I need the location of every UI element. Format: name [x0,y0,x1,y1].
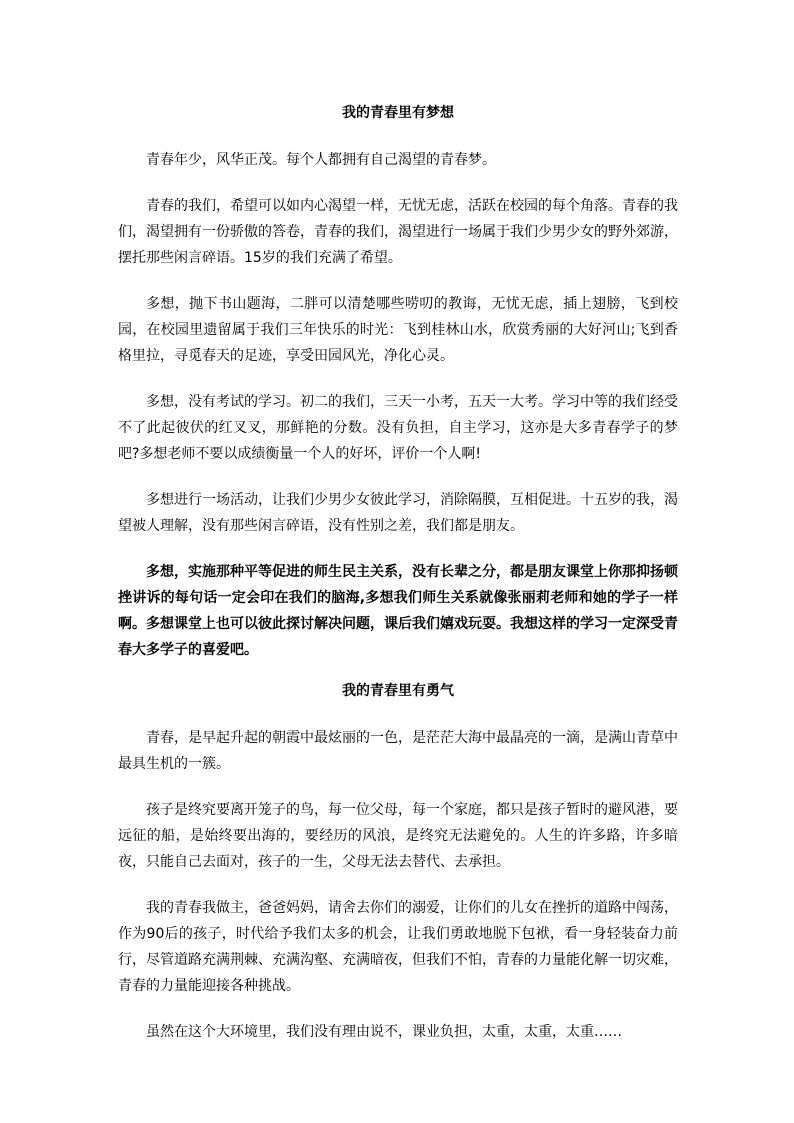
paragraph: 我的青春我做主，爸爸妈妈，请舍去你们的溺爱，让你们的儿女在挫折的道路中闯荡，作为90后的孩子，时代给予我们太多的机会，让我们勇敢地脱下包袱，看一身轻装奋力前行，尽管道路充满荆棘、充满沟壑、充满暗夜，但我们不怕，青春的力量能化解一切灾难，青春的力量能迎接各种挑战。 [118,900,678,994]
paragraph: 多想，抛下书山题海，二胖可以清楚哪些唠叨的教诲，无忧无虑，插上翅膀，飞到校园，在校园里遗留属于我们三年快乐的时光：飞到桂林山水，欣赏秀丽的大好河山;飞到香格里拉，寻觅春天的足迹，享受田园风光，净化心灵。 [118,296,678,364]
document-page [118,96,678,1065]
paragraph: 孩子是终究要离开笼子的鸟，每一位父母，每一个家庭，都只是孩子暂时的避风港，要远征的船，是始终要出海的，要经历的风浪，是终究无法避免的。人生的许多路，许多暗夜，只能自己去面对，孩子的一生，父母无法去替代、去承担。 [118,802,678,870]
paragraph: 青春年少，风华正茂。每个人都拥有自己渴望的青春梦。 [146,152,496,168]
section-title-dream: 我的青春里有梦想 [342,105,454,121]
paragraph: 虽然在这个大环境里，我们没有理由说不，课业负担，太重，太重，太重…… [146,1024,622,1040]
paragraph: 多想，实施那种平等促进的师生民主关系，没有长辈之分，都是朋友课堂上你那抑扬顿挫讲诉的每句话一定会印在我们的脑海,多想我们师生关系就像张丽莉老师和她的学子一样啊。多想课堂上也可以彼此探讨解决问题，课后我们嬉戏玩耍。我想这样的学习一定深受青春大多学子的喜爱吧。 [118,564,678,658]
paragraph: 青春的我们，希望可以如内心渴望一样，无忧无虑，活跃在校园的每个角落。青春的我们，渴望拥有一份骄傲的答卷，青春的我们，渴望进行一场属于我们少男少女的野外郊游，摆托那些闲言碎语。15岁的我们充满了希望。 [118,198,678,266]
paragraph: 多想，没有考试的学习。初二的我们，三天一小考，五天一大考。学习中等的我们经受不了此起彼伏的红叉叉，那鲜艳的分数。没有负担，自主学习，这亦是大多青春学子的梦吧?多想老师不要以成绩衡量一个人的好坏，评价一个人啊! [118,394,678,462]
paragraph: 青春，是早起升起的朝霞中最炫丽的一色，是茫茫大海中最晶亮的一滴，是满山青草中最具生机的一簇。 [118,730,678,772]
section-title-courage: 我的青春里有勇气 [342,683,454,699]
paragraph: 多想进行一场活动，让我们少男少女彼此学习，消除隔膜，互相促进。十五岁的我，渴望被人理解，没有那些闲言碎语，没有性别之差，我们都是朋友。 [118,492,678,534]
